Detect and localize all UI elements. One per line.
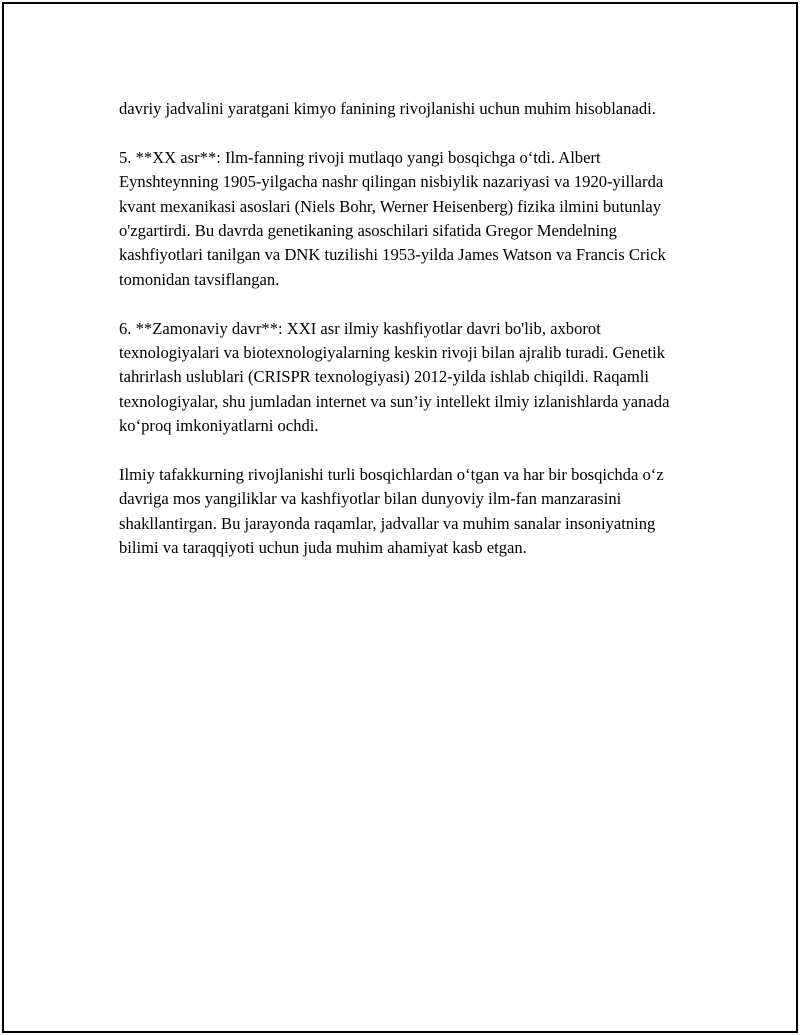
paragraph-modern-era: 6. **Zamonaviy davr**: XXI asr ilmiy kashfiyotlar davri bo'lib, axborot texnologiyalari va biotexnologiyalarning keskin rivoji bilan ajralib turadi. Genetik tahrirlash uslublari (CRISPR texnologiyasi) 2012-yilda ishlab chiqildi. Raqamli texnologiyalar, shu jumladan internet va sun’iy intellekt ilmiy izlanishlarda yanada ko‘proq imkoniyatlarni ochdi. <box>119 318 670 436</box>
paragraph-mendeleev-continuation: davriy jadvalini yaratgani kimyo fanining rivojlanishi uchun muhim hisoblanadi. <box>119 99 656 118</box>
paragraph-xx-century: 5. **XX asr**: Ilm-fanning rivoji mutlaqo yangi bosqichga o‘tdi. Albert Eynshteynning 1905-yilgacha nashr qilingan nisbiylik nazariyasi va 1920-yillarda kvant mexanikasi asoslari (Niels Bohr, Werner Heisenberg) fizika ilmini butunlay o'zgartirdi. Bu davrda genetikaning asoschilari sifatida Gregor Mendelning kashfiyotlari tanilgan va DNK tuzilishi 1953-yilda James Watson va Francis Crick tomonidan tavsiflangan. <box>119 147 666 289</box>
document-page <box>2 2 798 1033</box>
document-body <box>119 97 674 585</box>
paragraph-conclusion: Ilmiy tafakkurning rivojlanishi turli bosqichlardan o‘tgan va har bir bosqichda o‘z davriga mos yangiliklar va kashfiyotlar bilan dunyoviy ilm-fan manzarasini shakllantirgan. Bu jarayonda raqamlar, jadvallar va muhim sanalar insoniyatning bilimi va taraqqiyoti uchun juda muhim ahamiyat kasb etgan. <box>119 465 664 558</box>
